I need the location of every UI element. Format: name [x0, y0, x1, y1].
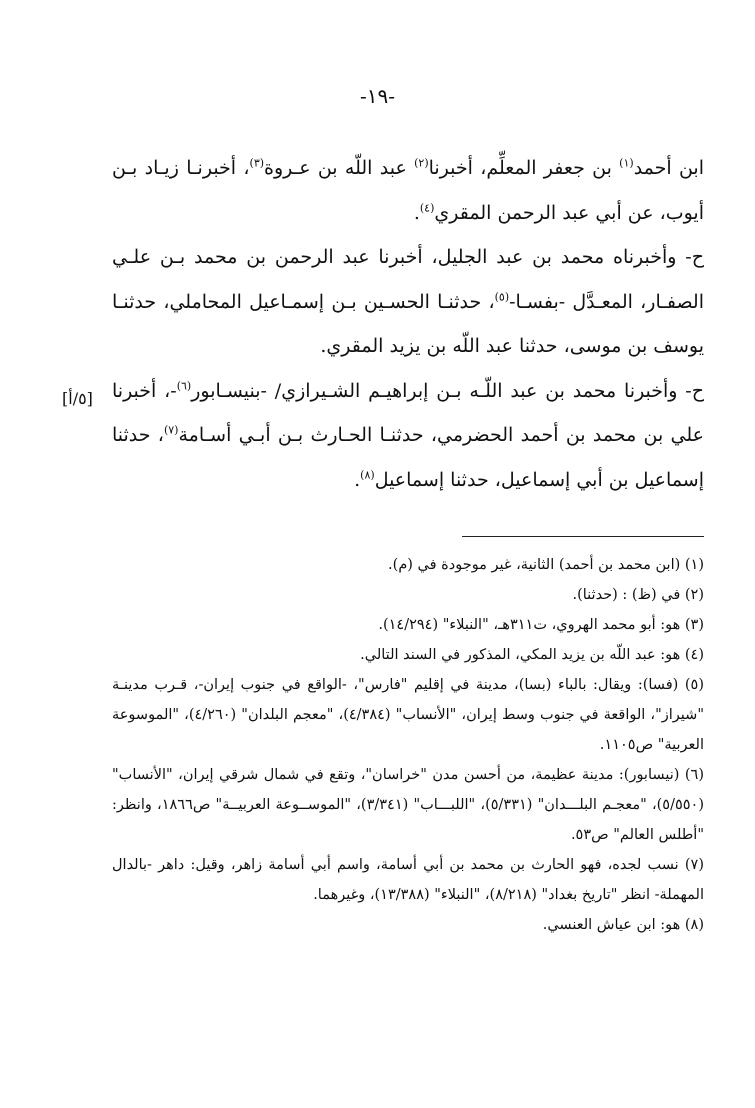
footnote-item: (٨) هو: ابن عياش العنسي. [542, 917, 704, 933]
footnotes [112, 550, 704, 940]
text-run: ، حدثنا إسماعيل بن أبي إسماعيل، حدثنا إسماعيل [112, 424, 704, 491]
footnote-item: (٢) في (ظ) : (حدثنا). [572, 587, 704, 603]
text-run: ح- وأخبرنا محمد بن عبد اللّـه بـن إبراهيـم الشـيرازي/ -بنيسـابور [191, 379, 704, 402]
footnote-separator [462, 536, 704, 537]
paragraph [112, 235, 704, 369]
footnote-item: (٤) هو: عبد اللّه بن يزيد المكي، المذكور في السند التالي. [360, 647, 704, 663]
text-run: ، أخبرنـا زيـاد بـن أيوب، عن أبي عبد الرحمن المقري [112, 157, 704, 224]
footnote-marker: (٤) [419, 201, 435, 215]
footnote-marker: (١) [619, 156, 634, 170]
footnote-item: (٣) هو: أبو محمد الهروي، ت٣١١هـ، "النبلاء" (١٤/٢٩٤). [378, 617, 704, 633]
footnote-marker: (٧) [163, 423, 179, 437]
manuscript-folio-marker: [٥/أ] [62, 389, 93, 408]
paragraph [112, 146, 704, 235]
footnote-marker: (٨) [360, 468, 375, 482]
text-run: . [354, 468, 361, 491]
text-run: . [413, 201, 420, 224]
footnote-marker: (٢) [414, 156, 429, 170]
text-run: ، حدثنـا الحسـين بـن إسمـاعيل المحاملي، حدثنـا يوسف بن موسى، حدثنا عبد اللّه بن يزيد المقري. [112, 290, 704, 357]
footnote-marker: (٣) [249, 156, 265, 170]
text-run: عبد اللّه بن عـروة [264, 157, 415, 179]
text-run: ح- وأخبرناه محمد بن عبد الجليل، أخبرنا عبد الرحمن بن محمد بـن علـي الصفـار، المعـدَّل -بفسـا- [112, 246, 704, 313]
main-text [112, 146, 704, 502]
text-run: -، أخبرنا علي بن محمد بن أحمد الحضرمي، حدثنـا الحـارث بـن أبـي أسـامة [112, 379, 705, 446]
page-number: -١٩- [359, 84, 395, 108]
footnote-item: (٦) (نيسابور): مدينة عظيمة، من أحسن مدن "خراسان"، وتقع في شمال شرقي إيران، "الأنساب" (٥/٥٥٠)، "معجـم البلـــدان" (٥/٣٣١)، "اللبـــاب" (٣/٣٤١)، "الموســوعة العربيــة" ص١٨٦٦، وانظر: "أطلس العالم" ص٥٣. [112, 767, 705, 843]
text-run: ابن أحمد [633, 157, 704, 179]
text-run: بن جعفر المعلِّم، أخبرنا [428, 157, 620, 179]
paragraph [112, 369, 704, 503]
footnote-marker: (٦) [176, 379, 192, 393]
footnote-item: (٥) (فسا): ويقال: بالباء (بسا)، مدينة في إقليم "فارس"، -الواقع في جنوب إيران-، قـرب مدينـة "شيراز"، الواقعة في جنوب وسط إيران، "الأنساب" (٤/٣٨٤)، "معجم البلدان" (٤/٢٦٠)، "الموسوعة العربية" ص١١٠٥. [112, 677, 704, 753]
footnote-marker: (٥) [494, 290, 510, 304]
footnote-item: (١) (ابن محمد بن أحمد) الثانية، غير موجودة في (م). [388, 557, 704, 573]
footnote-item: (٧) نسب لجده، فهو الحارث بن محمد بن أبي أسامة، واسم أبي أسامة زاهر، وقيل: داهر -بالدال المهملة- انظر "تاريخ بغداد" (٨/٢١٨)، "النبلاء" (١٣/٣٨٨)، وغيرهما. [112, 857, 704, 903]
